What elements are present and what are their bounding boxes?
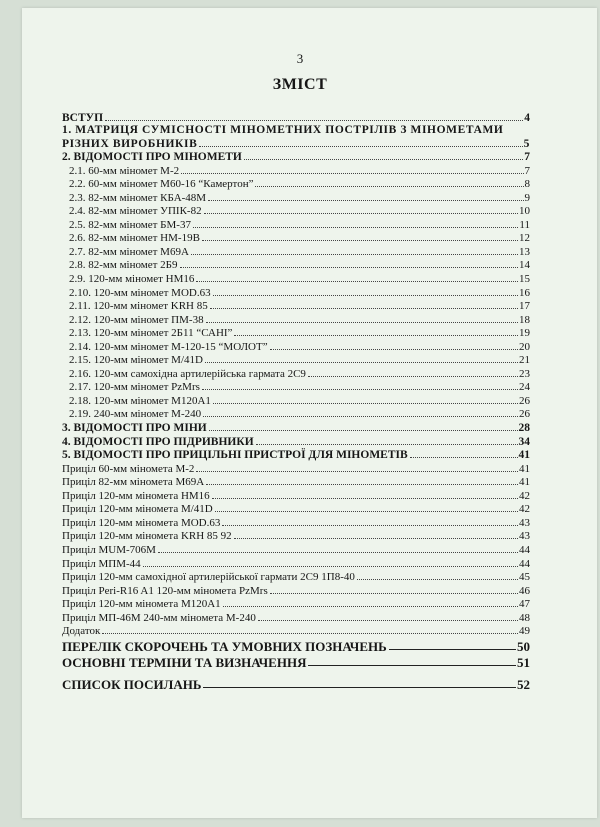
toc-entry-label: 3. ВІДОМОСТІ ПРО МІНИ: [62, 422, 207, 435]
toc-entry-page: 20: [519, 340, 530, 353]
dot-leader: [158, 552, 518, 553]
toc-entry-page: 26: [519, 408, 530, 421]
toc-entry-page: 8: [524, 178, 530, 191]
toc-entry-label: 2.7. 82-мм міномет М69А: [69, 245, 189, 258]
toc-entry-page: 10: [519, 205, 530, 218]
dot-leader: [193, 227, 518, 228]
toc-entry-label: 2.15. 120-мм міномет М/41D: [69, 354, 203, 367]
dot-leader: [199, 146, 522, 147]
toc-entry-label: 2. ВІДОМОСТІ ПРО МІНОМЕТИ: [62, 151, 242, 164]
toc-entry-label: 5. ВІДОМОСТІ ПРО ПРИЦІЛЬНІ ПРИСТРОЇ ДЛЯ МІНОМЕТІВ: [62, 449, 408, 462]
toc-entry-item[interactable]: [62, 177, 530, 191]
section-5-items: [62, 461, 530, 637]
toc-entry-label: Приціл 120-мм міномета М/41D: [62, 503, 213, 516]
toc-entry-item[interactable]: [62, 326, 530, 340]
toc-entry-label: Приціл Peri-R16 A1 120-мм міномета PzMrs: [62, 584, 268, 597]
toc-entry-page: 19: [519, 327, 530, 340]
toc-entry-label: Приціл 60-мм міномета М-2: [62, 462, 195, 475]
dot-leader: [206, 322, 518, 323]
toc-entry-page: 18: [519, 313, 530, 326]
dot-leader: [210, 308, 518, 309]
toc-entry-page: 46: [519, 584, 530, 597]
dot-leader: [202, 240, 518, 241]
dot-leader: [143, 566, 518, 567]
toc-entry-label: ВСТУП: [62, 111, 104, 124]
dot-leader: [213, 295, 518, 296]
toc-entry-label: Приціл 120-мм міномета M120A1: [62, 598, 221, 611]
toc-entry-item[interactable]: [62, 583, 530, 597]
dot-leader: [308, 665, 516, 666]
toc-entry-label: ОСНОВНІ ТЕРМІНИ ТА ВИЗНАЧЕННЯ: [62, 655, 307, 671]
dot-leader: [270, 593, 518, 594]
toc-entry-item[interactable]: [62, 475, 530, 489]
toc-entry-label: 2.3. 82-мм міномет КБА-48М: [69, 191, 207, 204]
dot-leader: [105, 120, 523, 121]
dot-leader: [357, 579, 518, 580]
dot-leader: [234, 538, 518, 539]
toc-entry-item[interactable]: [62, 163, 530, 177]
toc-entry-page: 7: [524, 164, 530, 177]
toc-entry-label: 2.17. 120-мм міномет PzMrs: [69, 381, 200, 394]
toc-entry-abbreviations[interactable]: [62, 637, 530, 653]
toc-entry-label: Приціл МПМ-44: [62, 557, 141, 570]
page-number: 3: [296, 51, 304, 66]
toc-entry-section-4[interactable]: [62, 434, 530, 448]
toc-entry-label: 4. ВІДОМОСТІ ПРО ПІДРИВНИКИ: [62, 435, 254, 448]
toc-entry-section-2[interactable]: [62, 150, 530, 164]
toc-entry-references[interactable]: [62, 675, 530, 691]
toc-entry-page: 14: [519, 259, 530, 272]
toc-entry-item[interactable]: [62, 461, 530, 475]
dot-leader: [270, 349, 518, 350]
toc-entry-intro[interactable]: [62, 110, 530, 124]
toc-entry-page: 12: [519, 232, 530, 245]
toc-entry-page: 52: [517, 677, 530, 693]
dot-leader: [204, 213, 518, 214]
toc-entry-page: 45: [519, 571, 530, 584]
dot-leader: [102, 633, 518, 634]
toc-entry-item[interactable]: [62, 502, 530, 516]
toc-entry-label: Приціл MUM-706M: [62, 543, 156, 556]
toc-entry-page: 4: [524, 111, 530, 124]
toc-entry-page: 23: [519, 367, 530, 380]
toc-entry-page: 41: [519, 462, 530, 475]
dot-leader: [234, 335, 518, 336]
dot-leader: [222, 525, 518, 526]
toc-entry-label-line1: 1. МАТРИЦЯ СУМІСНОСТІ МІНОМЕТНИХ ПОСТРІЛІВ З МІНОМЕТАМИ: [62, 123, 504, 136]
toc-entry-page: 42: [519, 503, 530, 516]
toc-entry-label: СПИСОК ПОСИЛАНЬ: [62, 677, 202, 693]
toc-entry-item[interactable]: [62, 380, 530, 394]
toc-entry-label: 2.14. 120-мм міномет М-120-15 “МОЛОТ”: [69, 340, 268, 353]
toc-entry-item[interactable]: [62, 515, 530, 529]
toc-entry-page: 11: [519, 218, 530, 231]
toc-entry-label: 2.13. 120-мм міномет 2Б11 “САНІ”: [69, 327, 233, 340]
toc-entry-label: Приціл 120-мм міномета MOD.63: [62, 516, 221, 529]
toc-entry-page: 15: [519, 273, 530, 286]
toc-entry-page: 21: [519, 354, 530, 367]
dot-leader: [212, 498, 518, 499]
toc-entry-label: Приціл МП-46М 240-мм міномета М-240: [62, 611, 256, 624]
dot-leader: [196, 281, 518, 282]
dot-leader: [202, 389, 518, 390]
toc-entry-page: 47: [519, 598, 530, 611]
dot-leader: [256, 444, 518, 445]
toc-entry-item[interactable]: [62, 624, 530, 638]
toc-entry-item[interactable]: [62, 529, 530, 543]
dot-leader: [410, 457, 518, 458]
toc-entry-item[interactable]: [62, 312, 530, 326]
toc-entry-item[interactable]: [62, 597, 530, 611]
toc-entry-item[interactable]: [62, 244, 530, 258]
dot-leader: [203, 416, 518, 417]
toc-entry-label: Приціл 120-мм самохідної артилерійської гармати 2С9 1П8-40: [62, 571, 355, 584]
toc-entry-label: 2.18. 120-мм міномет M120A1: [69, 394, 211, 407]
toc-entry-page: 34: [518, 435, 530, 448]
toc-entry-page: 28: [518, 422, 530, 435]
toc-entry-section-1[interactable]: [62, 124, 530, 150]
table-of-contents: [62, 110, 530, 691]
dot-leader: [203, 687, 516, 688]
toc-entry-item[interactable]: [62, 204, 530, 218]
toc-entry-label: Приціл 120-мм міномета НМ16: [62, 489, 210, 502]
toc-entry-label: 2.9. 120-мм міномет НМ16: [69, 273, 195, 286]
toc-entry-item[interactable]: [62, 190, 530, 204]
toc-entry-page: 13: [519, 245, 530, 258]
toc-entry-label: 2.12. 120-мм міномет ПМ-38: [69, 313, 204, 326]
toc-entry-item[interactable]: [62, 556, 530, 570]
toc-entry-section-3[interactable]: [62, 420, 530, 434]
toc-entry-item[interactable]: [62, 393, 530, 407]
toc-entry-page: 24: [519, 381, 530, 394]
toc-entry-label: 2.8. 82-мм міномет 2Б9: [69, 259, 178, 272]
toc-entry-label: Додаток: [62, 625, 101, 638]
toc-entry-item[interactable]: [62, 271, 530, 285]
toc-entry-page: 50: [517, 639, 530, 655]
toc-entry-label: 2.1. 60-мм міномет М-2: [69, 164, 180, 177]
toc-entry-item[interactable]: [62, 542, 530, 556]
dot-leader: [196, 471, 518, 472]
dot-leader: [215, 511, 518, 512]
toc-entry-item[interactable]: [62, 231, 530, 245]
toc-entry-page: 41: [519, 476, 530, 489]
toc-entry-page: 5: [523, 137, 530, 150]
toc-entry-item[interactable]: [62, 570, 530, 584]
toc-entry-page: 49: [519, 625, 530, 638]
toc-entry-terms[interactable]: [62, 653, 530, 669]
dot-leader: [223, 606, 518, 607]
toc-entry-item[interactable]: [62, 258, 530, 272]
toc-entry-item[interactable]: [62, 610, 530, 624]
toc-entry-label: 2.4. 82-мм міномет УПІК-82: [69, 205, 202, 218]
toc-entry-item[interactable]: [62, 353, 530, 367]
toc-entry-page: 42: [519, 489, 530, 502]
toc-entry-page: 9: [524, 191, 530, 204]
toc-entry-label: 2.5. 82-мм міномет БМ-37: [69, 218, 191, 231]
toc-entry-page: 26: [519, 394, 530, 407]
toc-entry-page: 41: [518, 449, 530, 462]
dot-leader: [213, 403, 518, 404]
toc-entry-label: 2.2. 60-мм міномет М60-16 “Камертон”: [69, 178, 254, 191]
toc-entry-page: 7: [524, 151, 530, 164]
dot-leader: [389, 649, 516, 650]
dot-leader: [258, 620, 518, 621]
toc-entry-label: 2.11. 120-мм міномет KRH 85: [69, 300, 208, 313]
toc-entry-page: 44: [519, 557, 530, 570]
toc-entry-item[interactable]: [62, 339, 530, 353]
toc-entry-label: ПЕРЕЛІК СКОРОЧЕНЬ ТА УМОВНИХ ПОЗНАЧЕНЬ: [62, 639, 387, 655]
toc-entry-page: 48: [519, 611, 530, 624]
dot-leader: [308, 376, 518, 377]
toc-entry-label: 2.6. 82-мм міномет НМ-19В: [69, 232, 200, 245]
toc-entry-item[interactable]: [62, 488, 530, 502]
toc-entry-section-5[interactable]: [62, 448, 530, 462]
dot-leader: [205, 362, 518, 363]
toc-entry-label: 2.16. 120-мм самохідна артилерійська гармата 2С9: [69, 367, 306, 380]
toc-entry-item[interactable]: [62, 217, 530, 231]
toc-entry-item[interactable]: [62, 407, 530, 421]
toc-entry-item[interactable]: [62, 299, 530, 313]
dot-leader: [244, 159, 523, 160]
toc-entry-page: 44: [519, 543, 530, 556]
toc-entry-item[interactable]: [62, 366, 530, 380]
toc-entry-label: Приціл 82-мм міномета М69А: [62, 476, 205, 489]
dot-leader: [208, 200, 523, 201]
section-2-items: [62, 163, 530, 420]
toc-entry-page: 43: [519, 516, 530, 529]
page-title: ЗМІСТ: [272, 76, 328, 93]
toc-entry-page: 17: [519, 300, 530, 313]
dot-leader: [206, 484, 518, 485]
toc-entry-label: 2.10. 120-мм міномет MOD.63: [69, 286, 211, 299]
toc-entry-label: Приціл 120-мм міномета KRH 85 92: [62, 530, 232, 543]
dot-leader: [255, 186, 523, 187]
toc-entry-page: 43: [519, 530, 530, 543]
toc-entry-label-line2: РІЗНИХ ВИРОБНИКІВ: [62, 137, 198, 150]
dot-leader: [180, 267, 519, 268]
toc-entry-item[interactable]: [62, 285, 530, 299]
dot-leader: [209, 430, 518, 431]
dot-leader: [181, 173, 523, 174]
toc-entry-page: 16: [519, 286, 530, 299]
toc-entry-page: 51: [517, 655, 530, 671]
toc-entry-label: 2.19. 240-мм міномет М-240: [69, 408, 202, 421]
dot-leader: [191, 254, 518, 255]
